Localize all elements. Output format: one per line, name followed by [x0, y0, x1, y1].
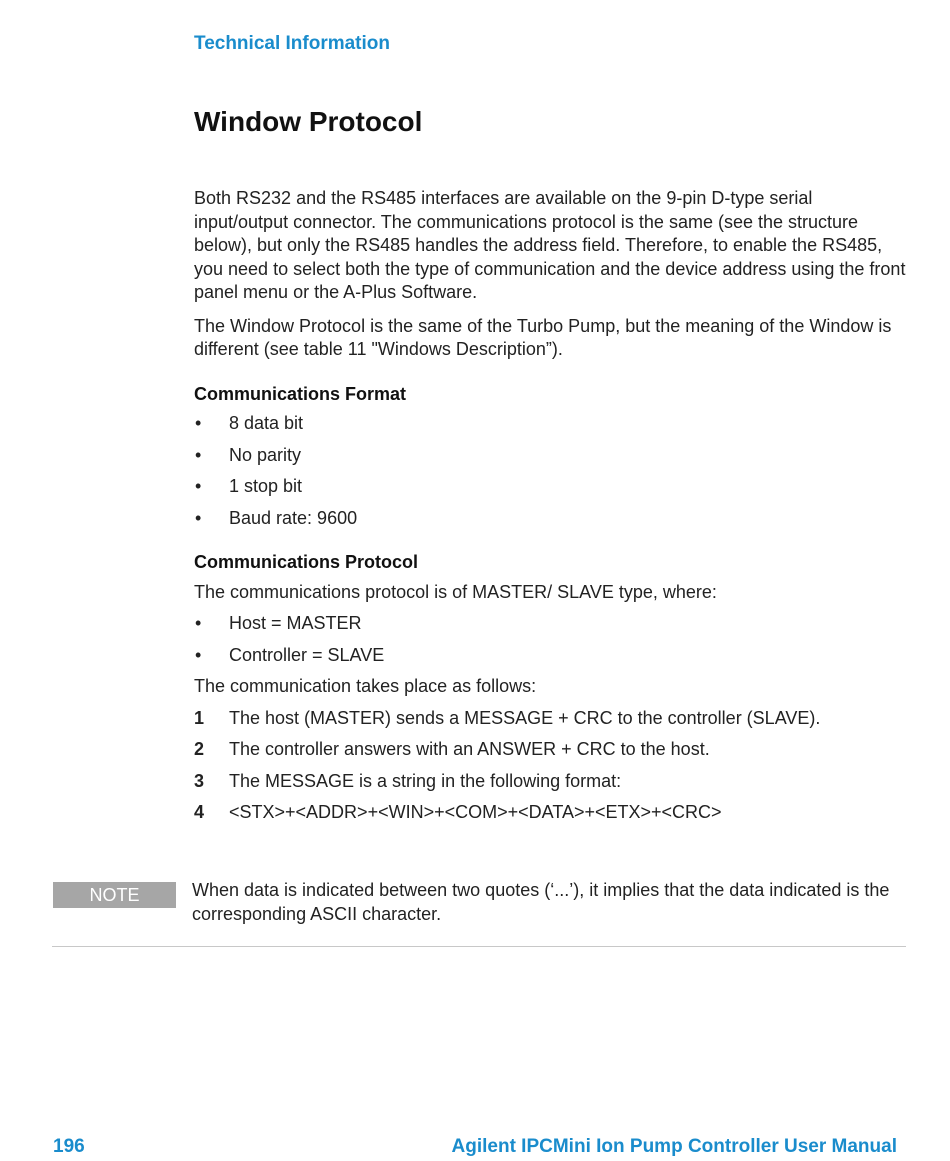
list-item-text: 8 data bit	[229, 413, 304, 433]
list-item-text: 1 stop bit	[229, 476, 303, 496]
bullet-icon: •	[195, 444, 202, 465]
bullet-icon: •	[195, 613, 202, 633]
list-item	[194, 738, 906, 762]
step-number: 3	[194, 770, 205, 791]
list-item	[194, 801, 906, 825]
running-header: Technical Information	[194, 33, 391, 54]
intro-paragraph: Both RS232 and the RS485 interfaces are available on the 9-pin D-type serial input/output connector. The communications protocol is the same (see the structure below), but only the RS485 handles the address field. Therefore, to enable the RS485, you need to select both the type of communication and the device address using the front panel menu or the A-Plus Software.	[194, 188, 906, 302]
protocol-roles-list	[194, 612, 906, 667]
list-item	[194, 644, 906, 668]
sequence-intro: The communication takes place as follows:	[194, 676, 537, 696]
list-item-text: Controller = SLAVE	[229, 644, 385, 665]
list-item-text: No parity	[229, 444, 302, 465]
list-item	[194, 444, 906, 468]
note-label: NOTE	[53, 882, 176, 908]
communications-format-heading: Communications Format	[194, 383, 407, 404]
list-item	[194, 412, 906, 436]
note-divider	[52, 946, 906, 947]
communications-format-list	[194, 412, 906, 530]
list-item-text: Baud rate: 9600	[229, 507, 358, 528]
note-text: When data is indicated between two quotes (‘...’), it implies that the data indicated is the corresponding ASCII character.	[192, 880, 890, 924]
list-item	[194, 770, 906, 794]
list-item	[194, 475, 906, 499]
step-text: The MESSAGE is a string in the following format:	[229, 770, 622, 791]
step-text: <STX>+<ADDR>+<WIN>+<COM>+<DATA>+<ETX>+<CRC>	[229, 802, 722, 822]
bullet-icon: •	[195, 476, 202, 496]
list-item	[194, 707, 906, 731]
bullet-icon: •	[195, 413, 202, 433]
step-number: 2	[194, 739, 205, 759]
manual-title: Agilent IPCMini Ion Pump Controller User Manual	[451, 1136, 897, 1157]
step-text: The controller answers with an ANSWER + CRC to the host.	[229, 739, 710, 759]
list-item	[194, 612, 906, 636]
step-number: 4	[194, 802, 205, 822]
page-title: Window Protocol	[194, 106, 423, 137]
body-content	[194, 187, 906, 833]
intro-paragraph: The Window Protocol is the same of the Turbo Pump, but the meaning of the Window is different (see table 11 "Windows Description”).	[194, 315, 892, 359]
list-item	[194, 507, 906, 531]
bullet-icon: •	[195, 644, 202, 665]
bullet-icon: •	[195, 507, 202, 528]
step-text: The host (MASTER) sends a MESSAGE + CRC to the controller (SLAVE).	[229, 707, 821, 728]
step-number: 1	[194, 707, 205, 728]
page-number: 196	[53, 1136, 85, 1157]
protocol-steps-list	[194, 707, 906, 825]
communications-protocol-heading: Communications Protocol	[194, 552, 419, 572]
protocol-intro: The communications protocol is of MASTER/ SLAVE type, where:	[194, 581, 717, 602]
list-item-text: Host = MASTER	[229, 613, 362, 633]
